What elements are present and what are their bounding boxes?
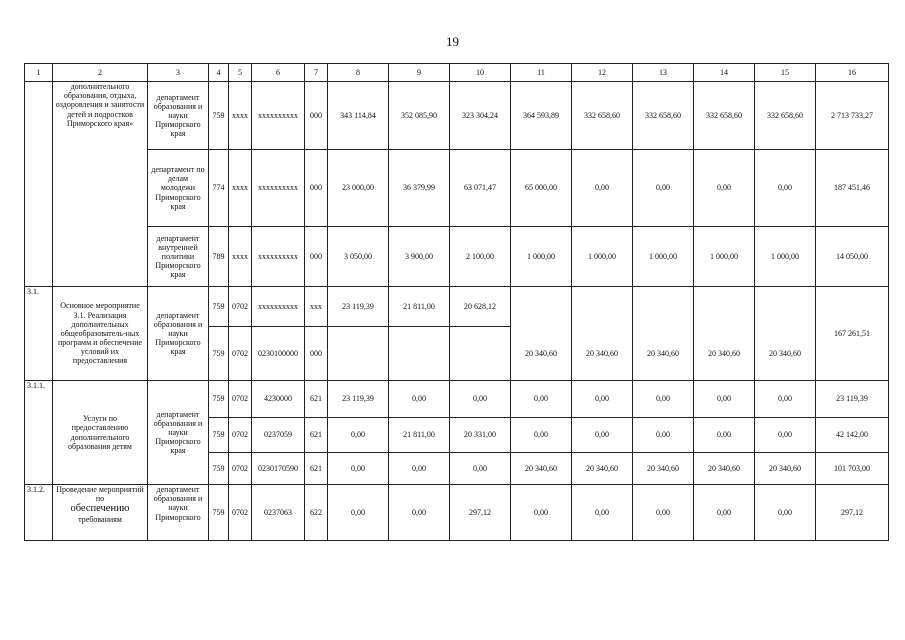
cell: 774 (209, 150, 229, 227)
cell: 0,00 (633, 485, 694, 541)
item-name: дополнительного образования, отдыха, оздоровления и занятости детей и подростков Приморского края» (53, 82, 148, 287)
cell: хххххххххх (252, 150, 305, 227)
cell: 0237059 (252, 418, 305, 453)
cell: 23 119,39 (816, 381, 889, 418)
table-row (25, 485, 889, 541)
cell: 0,00 (328, 485, 389, 541)
cell: 621 (305, 418, 328, 453)
cell: 2 713 733,27 (816, 82, 889, 150)
cell: хххххххххх (252, 227, 305, 287)
cell: 3 050,00 (328, 227, 389, 287)
cell: 0702 (229, 418, 252, 453)
cell (450, 327, 511, 381)
cell: 0,00 (572, 381, 633, 418)
cell: 0,00 (389, 381, 450, 418)
column-number: 5 (229, 64, 252, 82)
cell: 0702 (229, 381, 252, 418)
cell: 20 340,60 (633, 327, 694, 381)
table-row (25, 381, 889, 418)
item-name-line: обеспечению (70, 503, 130, 515)
cell: 1 000,00 (633, 227, 694, 287)
executor: департамент образования и науки Приморского края (148, 287, 209, 381)
cell: 63 071,47 (450, 150, 511, 227)
item-number: 3.1.1. (25, 381, 53, 485)
cell: 23 000,00 (328, 150, 389, 227)
cell (694, 287, 755, 327)
cell: 000 (305, 227, 328, 287)
item-name-line: требованиям (78, 515, 122, 525)
executor: департамент образования и науки Приморского края (148, 381, 209, 485)
cell: 20 340,60 (694, 327, 755, 381)
item-name-line: Проведение мероприятий по (56, 485, 144, 504)
cell: хххххххххх (252, 82, 305, 150)
cell: 332 658,60 (694, 82, 755, 150)
cell: 0,00 (572, 150, 633, 227)
column-number: 6 (252, 64, 305, 82)
cell: 23 119,39 (328, 381, 389, 418)
cell: 332 658,60 (755, 82, 816, 150)
cell: 20 340,60 (755, 327, 816, 381)
cell: хххххххххх (252, 287, 305, 327)
cell: 0,00 (755, 150, 816, 227)
cell: 0702 (229, 327, 252, 381)
cell: 1 000,00 (694, 227, 755, 287)
cell: 323 304,24 (450, 82, 511, 150)
cell: 759 (209, 418, 229, 453)
cell (389, 327, 450, 381)
cell: 0,00 (450, 381, 511, 418)
cell (328, 327, 389, 381)
cell: 759 (209, 381, 229, 418)
page-number: 19 (446, 34, 459, 49)
column-number: 3 (148, 64, 209, 82)
column-number: 8 (328, 64, 389, 82)
table-row (25, 150, 889, 227)
cell: хххх (229, 150, 252, 227)
cell: 20 340,60 (572, 327, 633, 381)
cell (755, 287, 816, 327)
table-row (25, 287, 889, 327)
cell: 622 (305, 485, 328, 541)
column-number: 10 (450, 64, 511, 82)
cell: 0,00 (572, 418, 633, 453)
cell: 000 (305, 150, 328, 227)
cell: хххх (229, 227, 252, 287)
cell: 0,00 (694, 418, 755, 453)
column-number: 1 (25, 64, 53, 82)
cell (633, 287, 694, 327)
column-number: 9 (389, 64, 450, 82)
column-number: 13 (633, 64, 694, 82)
cell: 0,00 (755, 485, 816, 541)
cell: 759 (209, 327, 229, 381)
cell: 1 000,00 (755, 227, 816, 287)
cell: 4230000 (252, 381, 305, 418)
item-number: 3.1.2. (25, 485, 53, 541)
column-number: 12 (572, 64, 633, 82)
cell: 332 658,60 (572, 82, 633, 150)
cell: хххх (229, 82, 252, 150)
cell: 1 000,00 (511, 227, 572, 287)
item-name: Основное мероприятие 3.1. Реализация дополнительных общеобразователь-ных программ и обеспечение условий их предоставления (53, 287, 148, 381)
cell: 0702 (229, 453, 252, 485)
column-number: 14 (694, 64, 755, 82)
cell: 297,12 (816, 485, 889, 541)
cell: 000 (305, 327, 328, 381)
cell: 0702 (229, 485, 252, 541)
column-number: 15 (755, 64, 816, 82)
table-row (25, 227, 889, 287)
cell: 332 658,60 (633, 82, 694, 150)
cell: 20 340,60 (694, 453, 755, 485)
cell: 0237063 (252, 485, 305, 541)
cell: 1 000,00 (572, 227, 633, 287)
executor: департамент по делам молодежи Приморского края (148, 150, 209, 227)
cell: 0,00 (328, 453, 389, 485)
budget-table (24, 63, 889, 541)
cell: 0,00 (511, 485, 572, 541)
cell: 352 085,90 (389, 82, 450, 150)
executor: департамент образования и науки Приморского края (148, 82, 209, 150)
cell: 0,00 (389, 453, 450, 485)
cell: 20 340,60 (511, 327, 572, 381)
column-number: 4 (209, 64, 229, 82)
cell: 759 (209, 287, 229, 327)
total-cell: 167 261,51 (816, 287, 889, 381)
cell: 3 900,00 (389, 227, 450, 287)
cell: 0,00 (389, 485, 450, 541)
column-numbers-row (25, 64, 889, 82)
cell: 364 593,89 (511, 82, 572, 150)
cell: 65 000,00 (511, 150, 572, 227)
cell: 0230170590 (252, 453, 305, 485)
cell: 0,00 (694, 150, 755, 227)
executor: департамент внутренней политики Приморского края (148, 227, 209, 287)
cell: 20 628,12 (450, 287, 511, 327)
cell: 42 142,00 (816, 418, 889, 453)
cell: 0,00 (633, 381, 694, 418)
cell: 0,00 (755, 418, 816, 453)
cell: 21 811,00 (389, 418, 450, 453)
cell: 14 050,00 (816, 227, 889, 287)
cell: 0230100000 (252, 327, 305, 381)
column-number: 2 (53, 64, 148, 82)
cell: 101 703,00 (816, 453, 889, 485)
cell: 20 340,60 (572, 453, 633, 485)
item-name (53, 485, 148, 541)
cell (511, 287, 572, 327)
cell: 20 331,00 (450, 418, 511, 453)
cell: 0,00 (328, 418, 389, 453)
cell: 621 (305, 381, 328, 418)
cell: 0,00 (572, 485, 633, 541)
cell: 0,00 (694, 485, 755, 541)
cell: 20 340,60 (755, 453, 816, 485)
cell: 000 (305, 82, 328, 150)
item-name: Услуги по предоставлению дополнительного образования детям (53, 381, 148, 485)
cell: 0,00 (694, 381, 755, 418)
column-number: 11 (511, 64, 572, 82)
cell (572, 287, 633, 327)
cell: 23 119,39 (328, 287, 389, 327)
cell: 759 (209, 82, 229, 150)
cell: 0,00 (633, 150, 694, 227)
cell: 20 340,60 (511, 453, 572, 485)
column-number: 16 (816, 64, 889, 82)
cell: 621 (305, 453, 328, 485)
cell: ххх (305, 287, 328, 327)
item-number (25, 82, 53, 287)
cell: 0,00 (511, 381, 572, 418)
cell: 759 (209, 485, 229, 541)
cell: 0702 (229, 287, 252, 327)
cell: 297,12 (450, 485, 511, 541)
cell: 36 379,99 (389, 150, 450, 227)
cell: 20 340,60 (633, 453, 694, 485)
cell: 187 451,46 (816, 150, 889, 227)
cell: 343 114,84 (328, 82, 389, 150)
cell: 0,00 (450, 453, 511, 485)
cell: 0,00 (633, 418, 694, 453)
cell: 2 100,00 (450, 227, 511, 287)
cell: 0,00 (511, 418, 572, 453)
cell: 759 (209, 453, 229, 485)
table-row (25, 82, 889, 150)
column-number: 7 (305, 64, 328, 82)
cell: 789 (209, 227, 229, 287)
cell: 21 811,00 (389, 287, 450, 327)
executor: департамент образования и науки Приморского (148, 485, 209, 541)
item-number: 3.1. (25, 287, 53, 381)
cell: 0,00 (755, 381, 816, 418)
